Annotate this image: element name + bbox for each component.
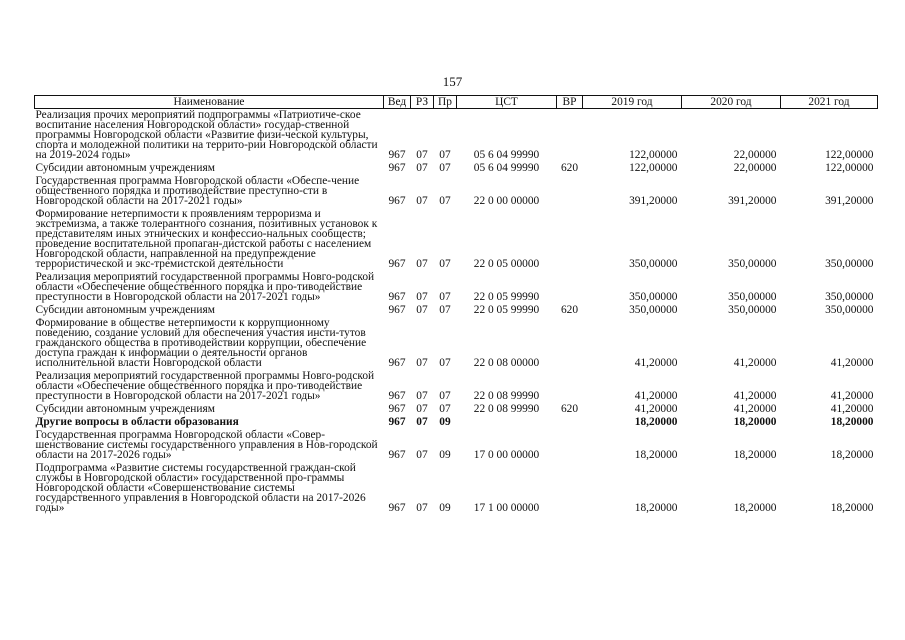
table-row (35, 175, 878, 208)
row-name: Формирование нетерпимости к проявлениям терроризма и экстремизма, а также толерантного сознания, позитивных установок к представителям иных этнических и конфессио-нальных сообществ; проведение воспитательной пропаган-дистской работы с населением Новгородской области, направленной на предупреждение террористической и экс-тремистской деятельности (35, 208, 378, 270)
row-name: Субсидии автономным учреждениям (35, 162, 215, 174)
row-amount-2019: 18,20000 (634, 416, 678, 428)
header-cst: ЦСТ (457, 96, 557, 109)
row-name: Другие вопросы в области образования (35, 416, 239, 428)
row-amount-2019: 350,00000 (629, 291, 678, 303)
row-amount-2019: 41,20000 (634, 357, 678, 369)
table-row (35, 462, 878, 515)
row-cst (457, 416, 557, 429)
row-name: Государственная программа Новгородской области «Обеспе-чение общественного порядка и противодействие преступно-сти в Новгородской области на 2017-2021 годы» (35, 175, 360, 207)
row-name: Формирование в обществе нетерпимости к коррупционному поведению, создание условий для обеспечения участия инсти-тутов гражданского общества в противодействии коррупции, обеспечение доступа граждан к информации о деятельности органов исполнительной власти Новгородской области (35, 317, 367, 369)
row-vr (557, 462, 583, 515)
row-vr (557, 429, 583, 462)
header-name: Наименование (35, 96, 384, 109)
table-row (35, 429, 878, 462)
row-name: Реализация мероприятий государственной программы Новго-родской области «Обеспечение общественного порядка и про-тиводействие преступности в Новгородской области на 2017-2021 годы» (35, 271, 375, 303)
row-pr: 07 (439, 258, 451, 270)
row-cst: 22 0 00 00000 (473, 195, 540, 207)
header-2021: 2021 год (781, 96, 878, 109)
header-2019: 2019 год (583, 96, 682, 109)
row-amount-2021: 41,20000 (830, 403, 874, 415)
row-vr (557, 416, 583, 429)
table-row (35, 416, 878, 429)
row-ved: 967 (388, 149, 406, 161)
row-rz: 07 (416, 291, 428, 303)
row-cst: 22 0 08 99990 (473, 390, 540, 402)
row-name: Подпрограмма «Развитие системы государственной граждан-ской службы в Новгородской области» государственной про-граммы Новгородской области «Совершенствование системы государственного управления в Новгородской области на 2017-2026 годы» (35, 462, 366, 514)
row-amount-2019: 122,00000 (629, 149, 678, 161)
row-vr: 620 (560, 162, 579, 174)
row-amount-2020: 41,20000 (733, 390, 777, 402)
row-amount-2020: 391,20000 (728, 195, 777, 207)
row-amount-2020: 22,00000 (733, 149, 777, 161)
row-amount-2021: 18,20000 (830, 449, 874, 461)
header-rz: РЗ (411, 96, 434, 109)
row-ved: 967 (388, 416, 406, 428)
row-amount-2019: 41,20000 (634, 403, 678, 415)
row-vr (557, 370, 583, 403)
row-vr (557, 109, 583, 163)
row-pr: 07 (439, 390, 451, 402)
row-rz: 07 (416, 162, 428, 174)
row-cst: 05 6 04 99990 (473, 162, 540, 174)
row-rz: 07 (416, 304, 428, 316)
header-vr: ВР (557, 96, 583, 109)
row-amount-2021: 41,20000 (830, 357, 874, 369)
row-name: Реализация мероприятий государственной программы Новго-родской области «Обеспечение общественного порядка и про-тиводействие преступности в Новгородской области на 2017-2021 годы» (35, 370, 375, 402)
row-name: Государственная программа Новгородской области «Совер-шенствование системы государственного управления в Нов-городской области на 2017-2026 годы» (35, 429, 378, 461)
row-ved: 967 (388, 291, 406, 303)
row-amount-2020: 41,20000 (733, 357, 777, 369)
row-pr: 07 (439, 304, 451, 316)
table-row (35, 208, 878, 271)
table-header-row (35, 96, 878, 109)
table-row (35, 304, 878, 317)
row-amount-2020: 18,20000 (733, 416, 777, 428)
header-pr: Пр (434, 96, 457, 109)
row-amount-2019: 350,00000 (629, 304, 678, 316)
row-amount-2019: 41,20000 (634, 390, 678, 402)
row-rz: 07 (416, 403, 428, 415)
row-vr (557, 175, 583, 208)
row-ved: 967 (388, 449, 406, 461)
table-row (35, 162, 878, 175)
row-vr (557, 317, 583, 370)
header-ved: Вед (384, 96, 411, 109)
row-rz: 07 (416, 390, 428, 402)
row-cst: 17 0 00 00000 (473, 449, 540, 461)
row-amount-2021: 18,20000 (830, 502, 874, 514)
table-row (35, 271, 878, 304)
row-pr: 09 (439, 416, 451, 428)
row-amount-2020: 41,20000 (733, 403, 777, 415)
row-rz: 07 (416, 357, 428, 369)
row-rz: 07 (416, 149, 428, 161)
table-row (35, 317, 878, 370)
row-amount-2021: 122,00000 (825, 149, 874, 161)
table-row (35, 403, 878, 416)
row-pr: 07 (439, 195, 451, 207)
row-rz: 07 (416, 502, 428, 514)
row-name: Реализация прочих мероприятий подпрограммы «Патриотиче-ское воспитание населения Новгородской области» государ-ственной программы Новгородской области «Развитие физи-ческой культуры, спорта и молодежной политики на террито-рии Новгородской области на 2019-2024 годы» (35, 109, 378, 161)
row-ved: 967 (388, 258, 406, 270)
row-pr: 09 (439, 502, 451, 514)
row-vr (557, 271, 583, 304)
row-amount-2020: 350,00000 (728, 291, 777, 303)
row-name: Субсидии автономным учреждениям (35, 403, 215, 415)
row-amount-2021: 350,00000 (825, 258, 874, 270)
row-ved: 967 (388, 390, 406, 402)
row-amount-2021: 41,20000 (830, 390, 874, 402)
row-amount-2020: 18,20000 (733, 502, 777, 514)
row-vr (557, 208, 583, 271)
row-rz: 07 (416, 258, 428, 270)
row-rz: 07 (416, 416, 428, 428)
row-pr: 09 (439, 449, 451, 461)
row-amount-2020: 22,00000 (733, 162, 777, 174)
row-rz: 07 (416, 195, 428, 207)
row-cst: 22 0 08 00000 (473, 357, 540, 369)
table-row (35, 370, 878, 403)
page-number: 157 (442, 74, 463, 89)
row-amount-2019: 391,20000 (629, 195, 678, 207)
row-ved: 967 (388, 502, 406, 514)
row-pr: 07 (439, 291, 451, 303)
row-amount-2019: 122,00000 (629, 162, 678, 174)
row-amount-2019: 350,00000 (629, 258, 678, 270)
table-row (35, 109, 878, 163)
row-pr: 07 (439, 149, 451, 161)
row-vr: 620 (560, 403, 579, 415)
row-amount-2021: 391,20000 (825, 195, 874, 207)
row-cst: 22 0 08 99990 (473, 403, 540, 415)
row-cst: 17 1 00 00000 (473, 502, 540, 514)
row-ved: 967 (388, 162, 406, 174)
row-amount-2020: 18,20000 (733, 449, 777, 461)
row-amount-2019: 18,20000 (634, 502, 678, 514)
row-rz: 07 (416, 449, 428, 461)
budget-table (34, 95, 878, 515)
row-ved: 967 (388, 357, 406, 369)
row-pr: 07 (439, 162, 451, 174)
row-cst: 22 0 05 00000 (473, 258, 540, 270)
row-cst: 05 6 04 99990 (473, 149, 540, 161)
row-amount-2020: 350,00000 (728, 304, 777, 316)
row-ved: 967 (388, 195, 406, 207)
header-2020: 2020 год (682, 96, 781, 109)
row-name: Субсидии автономным учреждениям (35, 304, 215, 316)
row-ved: 967 (388, 403, 406, 415)
row-amount-2021: 18,20000 (830, 416, 874, 428)
row-amount-2021: 122,00000 (825, 162, 874, 174)
row-ved: 967 (388, 304, 406, 316)
row-vr: 620 (560, 304, 579, 316)
row-amount-2021: 350,00000 (825, 304, 874, 316)
row-amount-2021: 350,00000 (825, 291, 874, 303)
row-amount-2020: 350,00000 (728, 258, 777, 270)
row-pr: 07 (439, 403, 451, 415)
row-amount-2019: 18,20000 (634, 449, 678, 461)
row-pr: 07 (439, 357, 451, 369)
row-cst: 22 0 05 99990 (473, 304, 540, 316)
row-cst: 22 0 05 99990 (473, 291, 540, 303)
